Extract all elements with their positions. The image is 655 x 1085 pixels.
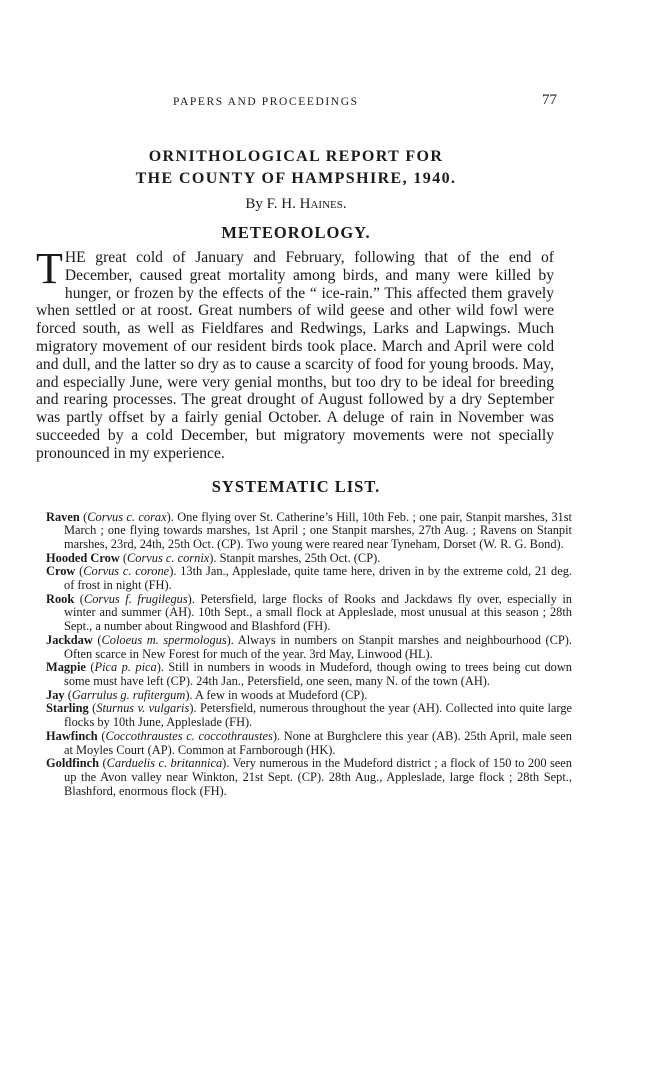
species-entry: Jay (Garrulus g. rufitergum). A few in woods at Mudeford (CP). [46, 687, 368, 702]
species-latin: Coloeus m. spermologus [101, 632, 227, 647]
species-latin: Corvus c. corone [83, 564, 170, 579]
systematic-list [46, 509, 573, 799]
species-name: Goldfinch [46, 756, 100, 771]
species-notes: Always in numbers on Stanpit marshes and neighbourhood (CP). Often scarce in New Forest for much of the year. 3rd May, Linwood (HL). [64, 632, 572, 661]
byline [36, 196, 556, 213]
species-notes: A few in woods at Mudeford (CP). [194, 687, 368, 702]
report-title-line: ORNITHOLOGICAL REPORT FOR [148, 148, 444, 165]
species-name: Hawfinch [46, 728, 98, 743]
byline-prefix: By F. H. [245, 196, 296, 212]
systematic-list-heading: SYSTEMATIC LIST. [211, 476, 381, 496]
meteorology-paragraph [36, 244, 554, 463]
species-entry: Magpie (Pica p. pica). Still in numbers in woods in Mudeford, though owing to trees being cut down some must have left (CP). 24th Jan., Petersfield, one seen, many N. of the town (AH). [46, 660, 572, 688]
species-notes: Stanpit marshes, 25th Oct. (CP). [219, 550, 381, 565]
species-notes: Petersfield, numerous throughout the year (AH). Collected into quite large flocks by 10th June, Appleslade (FH). [64, 701, 573, 730]
meteorology-heading: METEOROLOGY. [221, 223, 371, 242]
species-name: Jackdaw [46, 632, 93, 647]
species-latin: Coccothraustes c. coccothraustes [105, 728, 273, 743]
species-name: Hooded Crow [46, 550, 120, 565]
species-name: Starling [46, 701, 89, 716]
species-entry: Crow (Corvus c. corone). 13th Jan., Appleslade, quite tame here, driven in by the extreme cold, 21 deg. of frost in night (FH). [46, 564, 572, 593]
species-entry: Raven (Corvus c. corax). One flying over St. Catherine’s Hill, 10th Feb. ; one pair, Stanpit marshes, 31st March ; one flying towards marshes, 1st April ; one Stanpit marshes, 27th Aug. ; Ravens on Stanpit marshes, 23rd, 24th, 25th Oct. (CP). Two young were reared near Tyneham, Dorset (W. R. G. Bond). [46, 509, 572, 551]
report-title [36, 146, 556, 190]
species-notes: Very numerous in the Mudeford district ; a flock of 150 to 200 seen up the Avon valley near Winkton, 21st Sept. (CP). 28th Aug., Appleslade, large flock ; 28th Sept., Blashford, enormous flock (FH). [64, 756, 572, 798]
species-entry: Starling (Sturnus v. vulgaris). Petersfield, numerous throughout the year (AH). Collected into quite large flocks by 10th June, Appleslade (FH). [46, 701, 573, 730]
species-notes: 13th Jan., Appleslade, quite tame here, driven in by the extreme cold, 21 deg. of frost in night (FH). [64, 564, 572, 593]
species-notes: Petersfield, large flocks of Rooks and Jackdaws fly over, especially in winter and summer (AH). 10th Sept., a small flock at Appleslade, most unusual at this season ; 28th Sept., a number about Ringwood and Blashford (FH). [64, 591, 572, 634]
running-head [36, 88, 556, 114]
species-notes: None at Burghclere this year (AB). 25th April, male seen at Moyles Court (AP). Common at Farnborough (HK). [64, 728, 572, 757]
species-latin: Pica p. pica [94, 660, 157, 675]
species-name: Crow [46, 564, 76, 579]
species-notes: Still in numbers in woods in Mudeford, though owing to trees being cut down some must have left (CP). 24th Jan., Petersfield, one seen, many N. of the town (AH). [64, 660, 572, 688]
species-entry: Rook (Corvus f. frugilegus). Petersfield, large flocks of Rooks and Jackdaws fly over, especially in winter and summer (AH). 10th Sept., a small flock at Appleslade, most unusual at this season ; 28th Sept., a number about Ringwood and Blashford (FH). [46, 591, 572, 634]
species-name: Magpie [46, 660, 86, 675]
journal-page [36, 88, 573, 798]
species-name: Raven [46, 509, 80, 524]
species-latin: Corvus c. corax [87, 509, 167, 524]
author-name: Haines. [299, 196, 347, 212]
running-head-title: PAPERS AND PROCEEDINGS [173, 96, 359, 108]
species-latin: Sturnus v. vulgaris [96, 701, 190, 716]
species-latin: Corvus f. frugilegus [83, 591, 188, 606]
species-entry: Hooded Crow (Corvus c. cornix). Stanpit marshes, 25th Oct. (CP). [46, 550, 381, 565]
species-name: Rook [46, 591, 75, 606]
report-title-line: THE COUNTY OF HAMPSHIRE, 1940. [135, 170, 457, 187]
species-entry: Goldfinch (Carduelis c. britannica). Very numerous in the Mudeford district ; a flock of 150 to 200 seen up the Avon valley near Winkton, 21st Sept. (CP). 28th Aug., Appleslade, large flock ; 28th Sept., Blashford, enormous flock (FH). [46, 756, 572, 798]
species-notes: One flying over St. Catherine’s Hill, 10th Feb. ; one pair, Stanpit marshes, 31st March ; one flying towards marshes, 1st April ; one Stanpit marshes, 27th Aug. ; Ravens on Stanpit marshes, 23rd, 24th, 25th Oct. (CP). Two young were reared near Tyneham, Dorset (W. R. G. Bond). [64, 509, 572, 551]
page-number: 77 [542, 92, 557, 108]
meteorology-text: HE great cold of January and February, following that of the end of December, caused great mortality among birds, and many were killed by hunger, or frozen by the effects of the “ ice-rain.” This affected them gravely when settled or at roost. Great numbers of wild geese and other wild fowl were forced south, as well as Fieldfares and Redwings, Larks and Lapwings. Much migratory movement of our resident birds took place. March and April were cold and dull, and the latter so dry as to cause a scarcity of food for young broods. May, and especially June, were very genial months, but too dry to be ideal for breeding and rearing processes. The great drought of August followed by a dry September was partly offset by a fairly genial October. A deluge of rain in November was succeeded by a cold December, but migratory movements were not specially pronounced in my experience. [36, 249, 554, 462]
species-latin: Carduelis c. britannica [106, 756, 223, 771]
species-name: Jay [46, 687, 65, 702]
species-entry: Jackdaw (Coloeus m. spermologus). Always in numbers on Stanpit marshes and neighbourhood (CP). Often scarce in New Forest for much of the year. 3rd May, Linwood (HL). [46, 632, 572, 661]
species-latin: Corvus c. cornix [127, 550, 210, 565]
species-entry: Hawfinch (Coccothraustes c. coccothraustes). None at Burghclere this year (AB). 25th April, male seen at Moyles Court (AP). Common at Farnborough (HK). [46, 728, 572, 757]
species-latin: Garrulus g. rufitergum [71, 687, 186, 702]
drop-cap: T [36, 244, 63, 293]
